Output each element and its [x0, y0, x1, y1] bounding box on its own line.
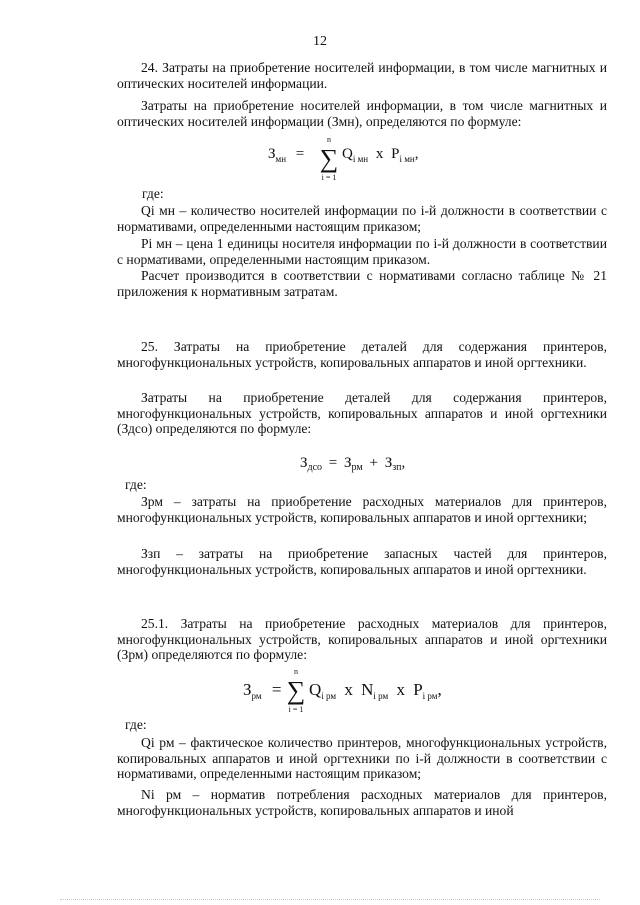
formula-lhs-sub: рм [251, 691, 262, 701]
section-25-1-intro: 25.1. Затраты на приобретение расходных материалов для принтеров, многофункциональных устройств, копировальных аппаратов и иной оргтехники (Зрм) определяются по формуле: [117, 616, 607, 663]
def-p-mn: Pi мн – цена 1 единицы носителя информации по i-й должности в соответствии с нормативами, определенными настоящим приказом. [117, 236, 607, 267]
section-24-intro: Затраты на приобретение носителей информации, в том числе магнитных и оптических носителей информации (Змн), определяются по формуле: [117, 98, 607, 129]
formula-q-sub: i мн [352, 154, 369, 164]
formula-lhs-sub: дсо [307, 462, 323, 473]
formula-p: P [391, 146, 400, 162]
where-label: где: [125, 717, 147, 732]
formula-lhs: З [300, 455, 308, 471]
def-n-rm: Ni рм – норматив потребления расходных материалов для принтеров, многофункциональных устройств, копировальных аппаратов и иной [117, 787, 607, 818]
formula-q: Q [342, 146, 353, 162]
formula-plus: + [369, 455, 378, 471]
formula-times: x [375, 146, 384, 162]
sum-symbol: ∑ [319, 144, 339, 173]
scan-artifact [60, 899, 600, 903]
sum-lower: i = 1 [321, 173, 337, 182]
formula-eq: = [271, 680, 282, 699]
formula-p-sub: i мн [399, 154, 415, 164]
formula-n: N [361, 680, 374, 699]
formula-times: x [344, 680, 353, 699]
formula-term1: З [344, 455, 352, 471]
formula-p: P [413, 680, 423, 699]
def-z-rm: Зрм – затраты на приобретение расходных материалов для принтеров, многофункциональных устройств, копировальных аппаратов и иной оргтехники; [117, 494, 607, 525]
section-24-heading: 24. Затраты на приобретение носителей информации, в том числе магнитных и оптических носителей информации. [117, 60, 607, 91]
formula-term2: З [384, 455, 393, 471]
formula-term2-sub: зп [392, 462, 402, 473]
section-25-heading: 25. Затраты на приобретение деталей для содержания принтеров, многофункциональных устройств, копировальных аппаратов и иной оргтехники. [117, 339, 607, 370]
formula-q: Q [309, 680, 322, 699]
formula-lhs: З [243, 680, 252, 699]
formula-end: , [414, 146, 419, 162]
def-q-rm: Qi рм – фактическое количество принтеров, многофункциональных устройств, копировальных аппаратов и иной оргтехники по i-й должности в соответствии с нормативами, определенными настоящим приказом; [117, 735, 607, 782]
sum-upper: n [294, 667, 298, 676]
formula-term1-sub: рм [351, 462, 363, 473]
section-24-note: Расчет производится в соответствии с нормативами согласно таблице № 21 приложения к нормативным затратам. [117, 268, 607, 299]
sum-lower: i = 1 [288, 705, 304, 714]
formula-q-sub: i рм [321, 691, 337, 701]
formula-end: , [437, 680, 442, 699]
where-label: где: [125, 477, 147, 492]
formula-lhs-sub: мн [275, 154, 287, 164]
sum-symbol: ∑ [286, 676, 306, 705]
formula-lhs: З [268, 146, 276, 162]
formula-eq: = [295, 146, 305, 162]
where-label: где: [142, 186, 164, 201]
formula-end: , [401, 455, 406, 471]
page-number: 12 [313, 34, 327, 49]
section-25-intro: Затраты на приобретение деталей для содержания принтеров, многофункциональных устройств, копировальных аппаратов и иной оргтехники (Здсо) определяются по формуле: [117, 390, 607, 437]
def-q-mn: Qi мн – количество носителей информации по i-й должности в соответствии с нормативами, определенными настоящим приказом; [117, 203, 607, 234]
formula-p-sub: i рм [422, 691, 438, 701]
formula-eq: = [328, 455, 338, 471]
formula-n-sub: i рм [373, 691, 389, 701]
sum-upper: n [327, 135, 331, 144]
def-z-zp: Ззп – затраты на приобретение запасных частей для принтеров, многофункциональных устройств, копировальных аппаратов и иной оргтехники. [117, 546, 607, 577]
formula-times: x [396, 680, 405, 699]
